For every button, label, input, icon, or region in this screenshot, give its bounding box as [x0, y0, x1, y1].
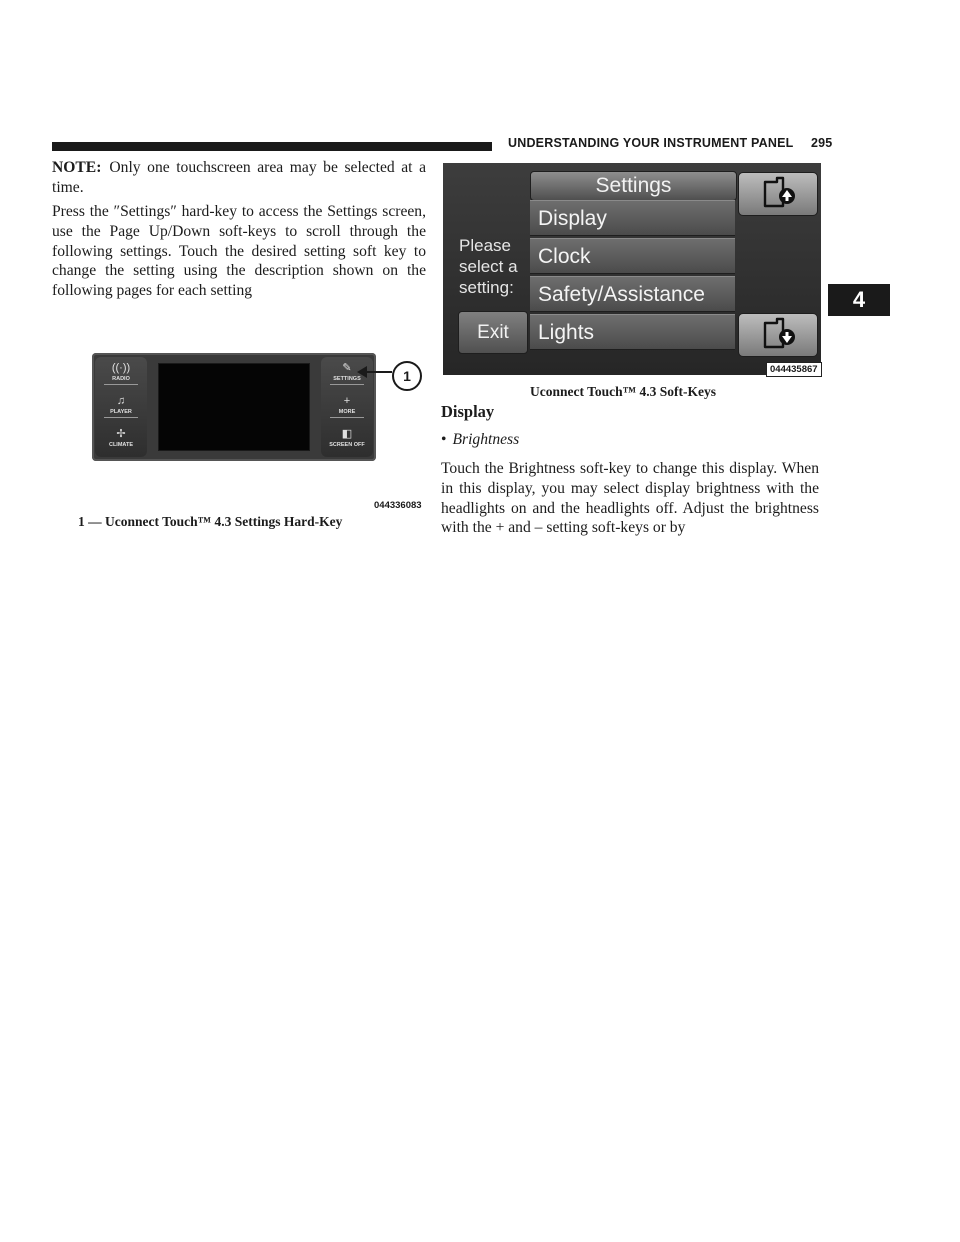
- clock-soft-key[interactable]: Clock: [530, 238, 735, 274]
- key-underline: [330, 384, 364, 385]
- plus-icon: +: [343, 395, 351, 407]
- page-number: 295: [810, 136, 833, 150]
- player-label: PLAYER: [110, 409, 132, 415]
- screen-off-icon: ◧: [341, 428, 353, 440]
- note-paragraph: [52, 158, 426, 198]
- settings-touchscreen: [443, 163, 821, 375]
- screen-off-label: SCREEN OFF: [329, 442, 365, 448]
- page-down-icon: [761, 317, 797, 353]
- head-unit-display: [158, 363, 310, 451]
- lights-soft-key[interactable]: Lights: [530, 314, 735, 350]
- figure-id: 044435867: [766, 362, 822, 377]
- section-title: UNDERSTANDING YOUR INSTRUMENT PANEL: [508, 136, 794, 150]
- figure-caption: Uconnect Touch™ 4.3 Soft-Keys: [530, 384, 717, 399]
- header-rule: [52, 142, 492, 151]
- climate-label: CLIMATE: [108, 442, 134, 448]
- head-unit-figure: [92, 353, 376, 461]
- chapter-tab: 4: [828, 284, 890, 316]
- note-label: NOTE:: [52, 159, 102, 176]
- radio-label: RADIO: [112, 376, 130, 382]
- page-up-button[interactable]: [738, 172, 818, 216]
- callout-arrow-icon: [355, 362, 395, 382]
- settings-instructions: Press the ″Settings″ hard-key to access the Settings screen, use the Page Up/Down soft-keys to scroll through the following settings. Touch the desired setting soft key to change the setting using the description shown on the following pages for each setting: [52, 203, 426, 300]
- key-underline: [104, 417, 138, 418]
- exit-button[interactable]: Exit: [458, 311, 528, 354]
- bullet-icon: •: [441, 431, 447, 448]
- climate-hard-key[interactable]: [95, 425, 147, 457]
- note-text: Only one touchscreen area may be selected at a time.: [52, 159, 426, 196]
- radio-hard-key[interactable]: [95, 359, 147, 391]
- display-soft-key[interactable]: Display: [530, 200, 735, 236]
- key-underline: [330, 417, 364, 418]
- settings-label: SETTINGS: [333, 376, 361, 382]
- wrench-icon: ✎: [342, 362, 352, 374]
- page-down-button[interactable]: [738, 313, 818, 357]
- player-hard-key[interactable]: [95, 392, 147, 424]
- running-header: [508, 136, 832, 150]
- more-hard-key[interactable]: [321, 392, 373, 424]
- safety-assistance-soft-key[interactable]: Safety/Assistance: [530, 276, 735, 312]
- player-icon: ♫: [116, 395, 126, 407]
- figure-caption: 1 — Uconnect Touch™ 4.3 Settings Hard-Key: [78, 514, 343, 529]
- figure-id: 044336083: [374, 500, 422, 511]
- bullet-item: [441, 431, 519, 449]
- radio-icon: ((·)): [111, 362, 131, 374]
- bullet-text: Brightness: [452, 431, 520, 448]
- callout-number: 1: [392, 361, 422, 391]
- left-hard-key-column: [95, 357, 147, 457]
- page-up-icon: [761, 176, 797, 212]
- more-label: MORE: [338, 409, 356, 415]
- settings-title: Settings: [530, 171, 737, 201]
- select-setting-prompt: Please select a setting:: [459, 236, 518, 297]
- brightness-description: Touch the Brightness soft-key to change this display. When in this display, you may select display brightness with the headlights on and the headlights off. Adjust the brightness with the + and – setting soft-keys or by: [441, 460, 819, 537]
- fan-icon: ✢: [116, 428, 126, 440]
- key-underline: [104, 384, 138, 385]
- screen-off-hard-key[interactable]: [321, 425, 373, 457]
- section-heading: Display: [441, 402, 495, 421]
